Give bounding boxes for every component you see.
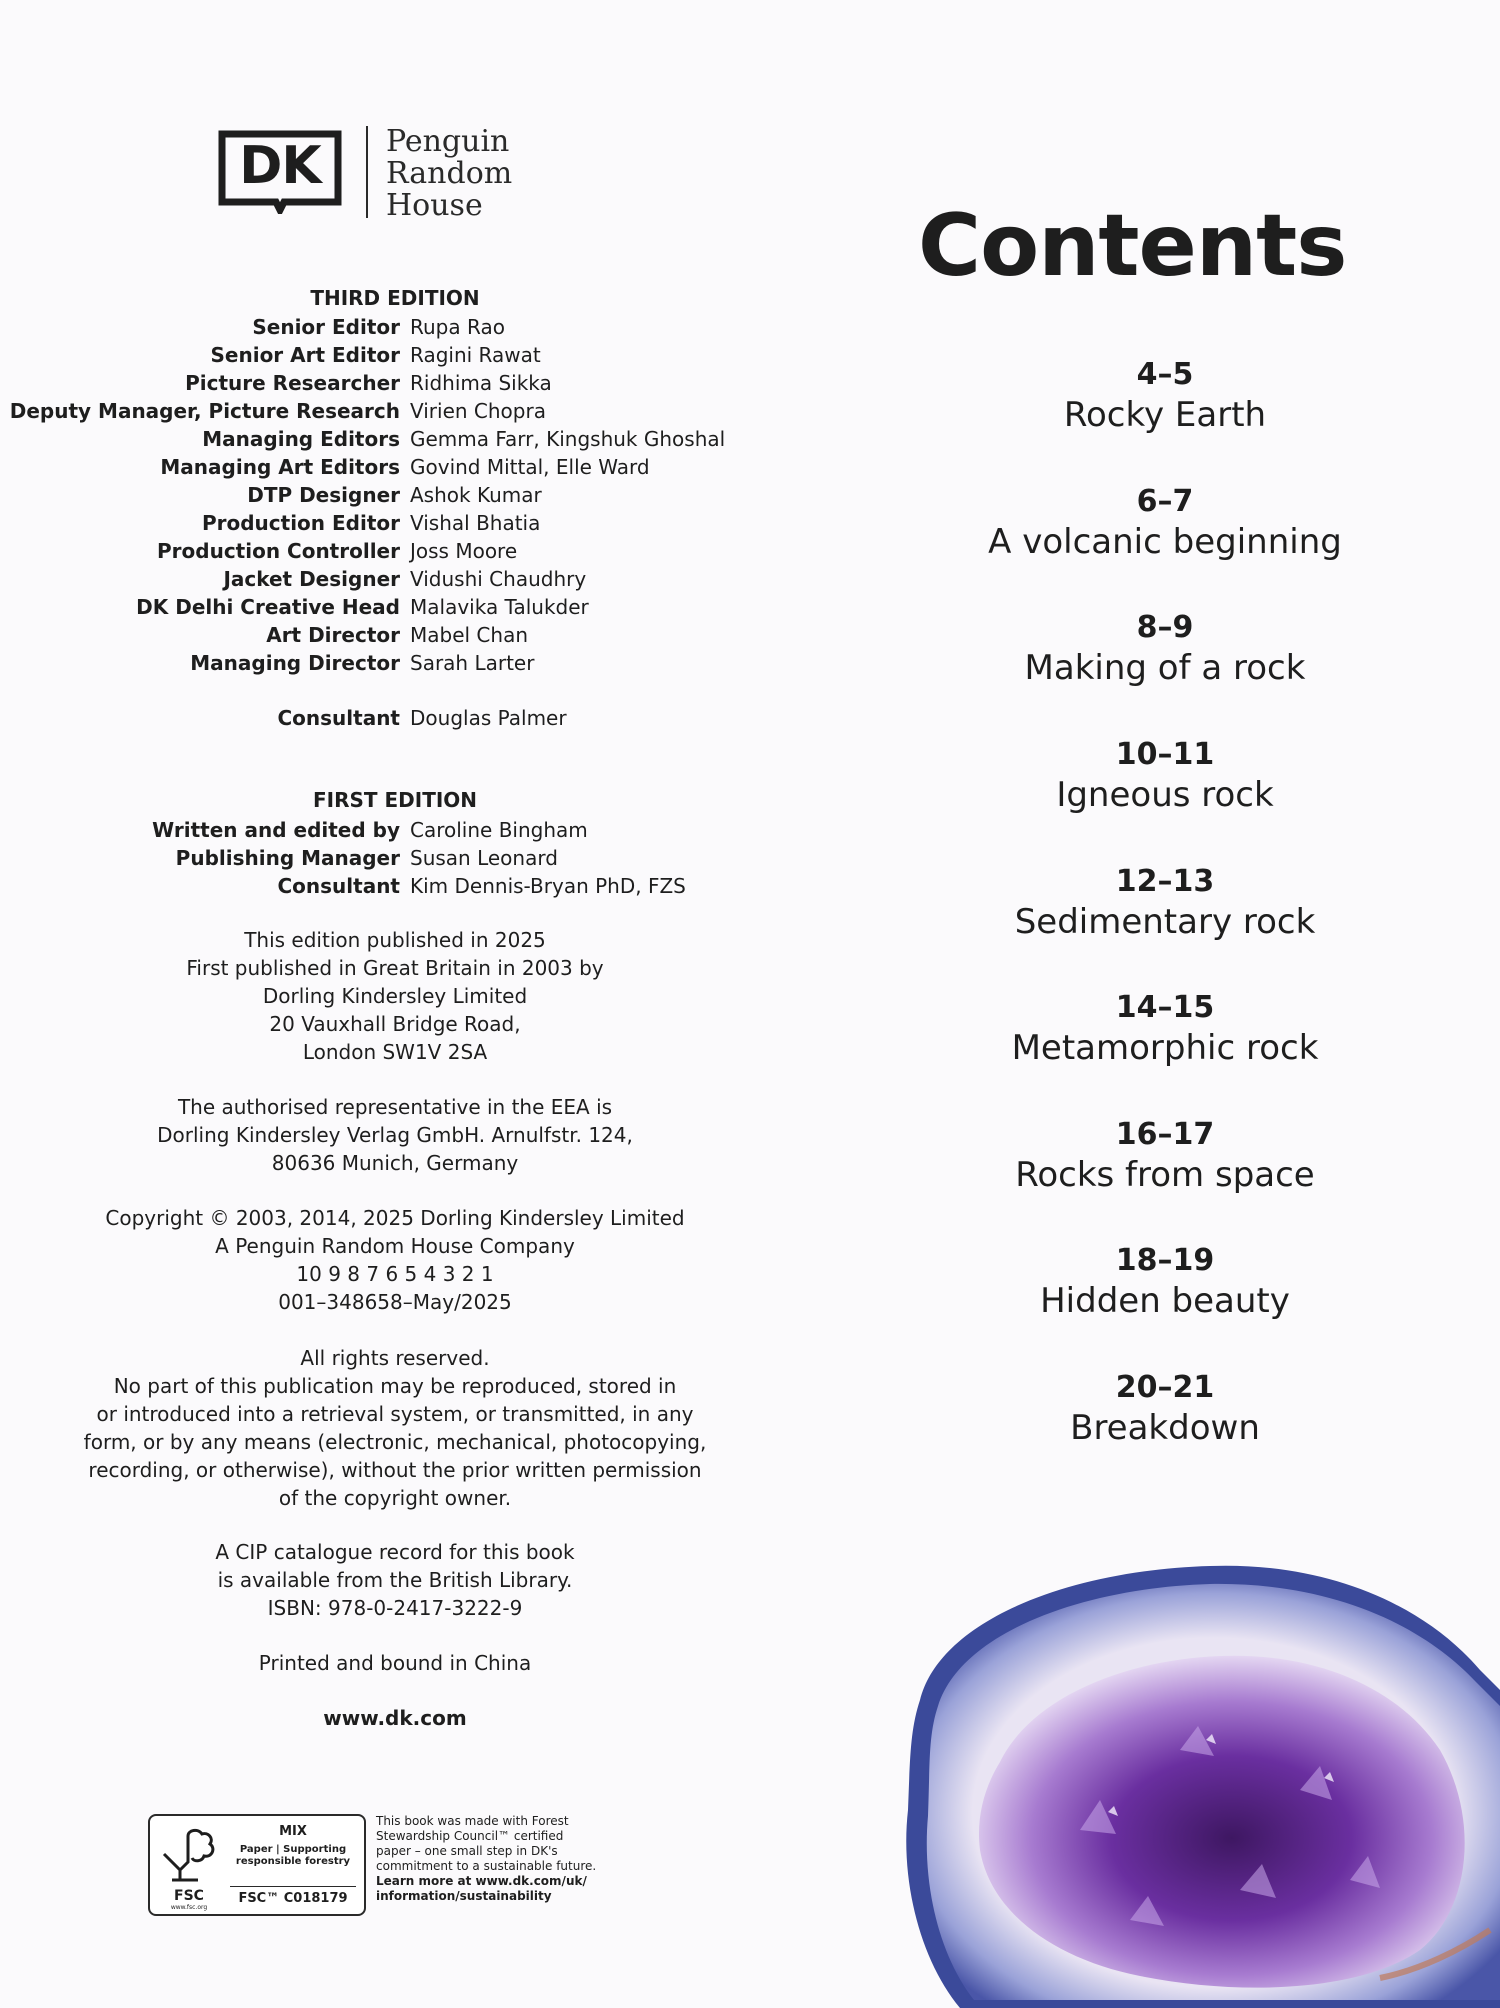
text-line: This edition published in 2025 [244,928,546,952]
text-line: ISBN: 978-0-2417-3222-9 [267,1596,523,1620]
credit-name: Sarah Larter [410,651,535,675]
fsc-code: FSC™ C018179 [230,1886,356,1906]
toc-pages: 16–17 [1115,1117,1215,1152]
credit-name: Vishal Bhatia [410,511,541,535]
third-edition-credits [0,313,790,677]
toc-entry[interactable] [900,737,1430,817]
credit-name: Vidushi Chaudhry [410,567,587,591]
toc-title: Rocks from space [1015,1155,1315,1195]
prh-line: House [386,188,483,223]
toc-title: Metamorphic rock [1011,1028,1319,1068]
credit-row [0,621,790,649]
credit-name: Ashok Kumar [410,483,542,507]
text-line: This book was made with Forest [376,1814,569,1828]
text-line: London SW1V 2SA [302,1040,488,1064]
credit-name: Ragini Rawat [410,343,541,367]
copyright-block [40,1204,750,1316]
credit-row [0,872,790,900]
text-line: form, or by any means (electronic, mechanical, photocopying, [83,1430,707,1454]
website-link[interactable]: www.dk.com [323,1706,467,1730]
credit-role: DK Delhi Creative Head [136,595,400,619]
text-line: Dorling Kindersley Verlag GmbH. Arnulfstr. 124, [157,1123,633,1147]
credit-row [0,397,790,425]
toc-title: Hidden beauty [1040,1281,1290,1321]
text-line: Learn more at www.dk.com/uk/ [376,1874,587,1888]
credit-role: DTP Designer [247,483,400,507]
credit-name: Ridhima Sikka [410,371,552,395]
credit-row [0,341,790,369]
credit-name: Douglas Palmer [410,706,567,730]
credit-name: Kim Dennis-Bryan PhD, FZS [410,874,686,898]
text-line: First published in Great Britain in 2003 by [186,956,604,980]
text-line: or introduced into a retrieval system, or transmitted, in any [96,1402,694,1426]
text-line: 80636 Munich, Germany [271,1151,519,1175]
credit-row [0,816,790,844]
text-line: Copyright © 2003, 2014, 2025 Dorling Kindersley Limited [105,1206,685,1230]
credit-role: Senior Art Editor [210,343,400,367]
text-line: commitment to a sustainable future. [376,1859,597,1873]
toc-entry[interactable] [900,357,1430,437]
cip-block [40,1538,750,1622]
fsc-label: FSC [174,1888,204,1904]
text-line: Paper | Supporting [239,1844,347,1855]
credit-row [0,537,790,565]
credit-name: Caroline Bingham [410,818,588,842]
credit-role: Senior Editor [252,315,400,339]
credit-role: Managing Editors [202,427,400,451]
fsc-tree-icon [158,1824,218,1888]
third-edition-consultant [0,704,790,732]
printed-info: Printed and bound in China [258,1651,532,1675]
credit-role: Written and edited by [152,818,400,842]
credit-name: Joss Moore [410,539,518,563]
toc-pages: 10–11 [1115,737,1215,772]
publication-info [40,926,750,1066]
credit-role: Picture Researcher [185,371,400,395]
text-line: A CIP catalogue record for this book [215,1540,575,1564]
credit-name: Virien Chopra [410,399,546,423]
dk-logo-text: DK [239,136,321,196]
credit-row [0,313,790,341]
credit-role: Production Editor [201,511,400,535]
text-line: No part of this publication may be reproduced, stored in [113,1374,677,1398]
prh-line: Random [386,156,513,191]
credit-row [0,481,790,509]
toc-entry[interactable] [900,610,1430,690]
prh-line: Penguin [386,124,510,159]
credit-name: Mabel Chan [410,623,528,647]
text-line: responsible forestry [235,1856,351,1867]
credit-role: Managing Director [190,651,400,675]
toc-entry[interactable] [900,1117,1430,1197]
toc-entry[interactable] [900,990,1430,1070]
credit-role: Consultant [277,874,400,898]
toc-pages: 8–9 [1136,610,1194,645]
credit-row [0,593,790,621]
credit-row [0,453,790,481]
toc-entry[interactable] [900,1370,1430,1450]
text-line: The authorised representative in the EEA is [177,1095,613,1119]
text-line: of the copyright owner. [278,1486,512,1510]
fsc-url: www.fsc.org [170,1904,208,1911]
credit-row [0,369,790,397]
text-line: is available from the British Library. [217,1568,573,1592]
credit-role: Jacket Designer [223,567,400,591]
credit-name: Gemma Farr, Kingshuk Ghoshal [410,427,726,451]
first-edition-heading: FIRST EDITION [312,788,478,812]
toc-pages: 14–15 [1115,990,1215,1025]
text-line: information/sustainability [376,1889,552,1903]
toc-pages: 20–21 [1115,1370,1215,1405]
credit-name: Govind Mittal, Elle Ward [410,455,650,479]
penguin-random-house-wordmark [386,126,512,222]
toc-pages: 6–7 [1136,484,1194,519]
toc-title: A volcanic beginning [988,522,1342,562]
amethyst-geode-image [880,1530,1500,2008]
first-edition-credits [0,816,790,900]
toc-title: Breakdown [1070,1408,1260,1448]
text-line: recording, or otherwise), without the prior written permission [88,1458,702,1482]
credit-role: Deputy Manager, Picture Research [9,399,400,423]
credit-role: Managing Art Editors [160,455,400,479]
toc-title: Rocky Earth [1063,395,1267,435]
toc-title: Igneous rock [1056,775,1274,815]
credit-row [0,704,790,732]
credit-role: Production Controller [157,539,400,563]
fsc-logo [148,1814,366,1916]
text-line: 20 Vauxhall Bridge Road, [269,1012,521,1036]
text-line: Stewardship Council™ certified [376,1829,564,1843]
text-line: 10 9 8 7 6 5 4 3 2 1 [296,1262,494,1286]
credit-name: Rupa Rao [410,315,505,339]
fsc-statement [376,1814,616,1904]
text-line: A Penguin Random House Company [215,1234,575,1258]
credit-row [0,509,790,537]
credit-row [0,844,790,872]
toc-pages: 12–13 [1115,864,1215,899]
text-line: All rights reserved. [300,1346,490,1370]
credit-name: Malavika Talukder [410,595,589,619]
toc-pages: 18–19 [1115,1243,1215,1278]
text-line: paper – one small step in DK's [376,1844,558,1858]
credit-name: Susan Leonard [410,846,558,870]
publisher-logo [218,126,538,222]
toc-entry[interactable] [900,484,1430,564]
credit-role: Publishing Manager [175,846,400,870]
third-edition-heading: THIRD EDITION [310,286,480,310]
credit-row [0,649,790,677]
text-line: 001–348658–May/2025 [278,1290,512,1314]
credit-role: Consultant [277,706,400,730]
rights-block [40,1344,750,1512]
fsc-paper-text [230,1844,356,1868]
logo-divider [366,126,368,218]
toc-title: Sedimentary rock [1014,902,1316,942]
credit-row [0,425,790,453]
toc-entry[interactable] [900,864,1430,944]
toc-title: Making of a rock [1024,648,1306,688]
toc-entry[interactable] [900,1243,1430,1323]
contents-title: Contents [918,196,1347,296]
credit-row [0,565,790,593]
eea-representative [40,1093,750,1177]
fsc-mix: MIX [279,1824,307,1839]
credit-role: Art Director [266,623,400,647]
toc-pages: 4–5 [1136,357,1194,392]
text-line: Dorling Kindersley Limited [262,984,528,1008]
